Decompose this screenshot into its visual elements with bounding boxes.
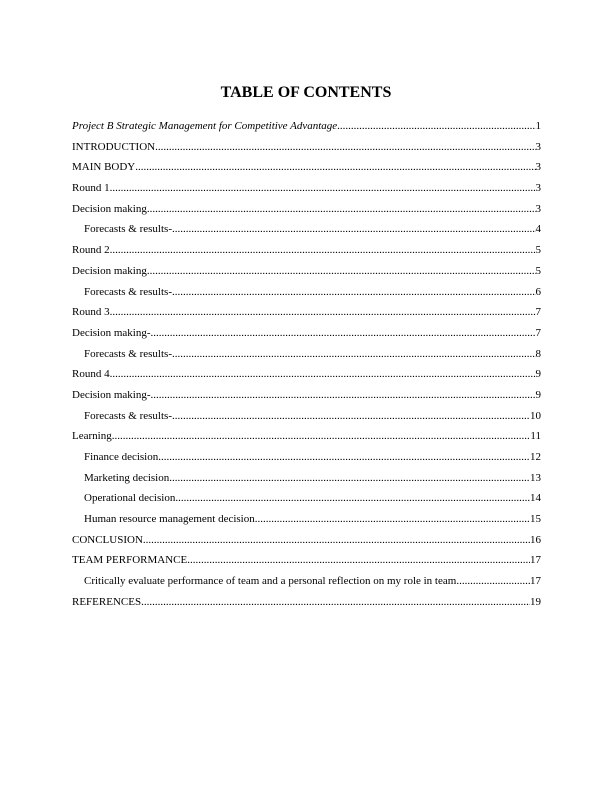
dot-leader — [141, 592, 530, 613]
dot-leader — [155, 137, 535, 158]
toc-entry-page-number: 13 — [530, 471, 541, 484]
toc-entry[interactable] — [72, 592, 541, 613]
toc-entry[interactable] — [72, 282, 541, 303]
toc-entry-page-number: 14 — [530, 492, 541, 505]
toc-entry[interactable] — [72, 447, 541, 468]
toc-entry[interactable] — [72, 240, 541, 261]
toc-entry-page-number: 15 — [530, 513, 541, 526]
toc-entry-label: Project B Strategic Management for Competitive Advantage — [72, 120, 338, 132]
toc-entry-page-number: 17 — [530, 575, 541, 588]
dot-leader — [172, 219, 536, 240]
toc-entry[interactable] — [72, 426, 541, 447]
dot-leader — [110, 302, 536, 323]
dot-leader — [151, 323, 536, 344]
toc-entry[interactable] — [72, 323, 541, 344]
dot-leader — [147, 199, 536, 220]
dot-leader — [169, 468, 530, 489]
dot-leader — [175, 488, 530, 509]
toc-entry-page-number: 10 — [530, 409, 541, 422]
toc-entry-page-number: 5 — [535, 244, 541, 257]
toc-entry[interactable] — [72, 488, 541, 509]
toc-entry-label: TEAM PERFORMANCE — [72, 554, 188, 567]
toc-entry-label: Forecasts & results- — [84, 223, 172, 236]
dot-leader — [172, 344, 536, 365]
toc-entry[interactable] — [72, 509, 541, 530]
toc-entry-label: Forecasts & results- — [84, 409, 172, 422]
toc-entry-page-number: 3 — [535, 202, 541, 215]
toc-entry[interactable] — [72, 344, 541, 365]
toc-entry[interactable] — [72, 385, 541, 406]
toc-entry-label: Round 1 — [72, 182, 110, 195]
dot-leader — [143, 530, 530, 551]
toc-entry-label: Decision making- — [72, 388, 151, 401]
toc-entry-page-number: 4 — [535, 223, 541, 236]
dot-leader — [110, 364, 536, 385]
dot-leader — [255, 509, 530, 530]
toc-entry-page-number: 3 — [535, 161, 541, 174]
toc-entry-label: Decision making — [72, 264, 147, 277]
toc-entry[interactable] — [72, 261, 541, 282]
dot-leader — [110, 240, 536, 261]
dot-leader — [147, 261, 536, 282]
toc-entry-label: Round 4 — [72, 368, 110, 381]
dot-leader — [456, 571, 530, 592]
toc-entry-page-number: 17 — [530, 554, 541, 567]
toc-entry-label: Marketing decision — [84, 471, 170, 484]
toc-entry-label: Learning — [72, 430, 112, 443]
toc-entry-label: Decision making- — [72, 326, 151, 339]
toc-entry-page-number: 7 — [535, 326, 541, 339]
toc-entry-label: REFERENCES — [72, 595, 142, 608]
toc-entry-label: Finance decision — [84, 451, 159, 463]
toc-entry-page-number: 9 — [535, 368, 541, 381]
toc-entry-page-number: 1 — [535, 120, 541, 132]
toc-entry-label: INTRODUCTION — [72, 140, 156, 153]
dot-leader — [172, 406, 530, 427]
toc-entry-page-number: 19 — [530, 595, 541, 608]
toc-entry[interactable] — [72, 364, 541, 385]
toc-entry[interactable] — [72, 550, 541, 571]
table-of-contents — [72, 116, 541, 613]
toc-entry[interactable] — [72, 406, 541, 427]
toc-entry-page-number: 3 — [535, 182, 541, 195]
toc-entry-label: Forecasts & results- — [84, 347, 172, 360]
toc-entry[interactable] — [72, 219, 541, 240]
toc-entry-page-number: 16 — [530, 533, 541, 546]
dot-leader — [337, 116, 535, 137]
dot-leader — [135, 157, 535, 178]
toc-entry-page-number: 8 — [535, 347, 541, 360]
toc-entry-page-number: 5 — [535, 264, 541, 277]
toc-entry[interactable] — [72, 530, 541, 551]
dot-leader — [187, 550, 530, 571]
toc-entry[interactable] — [72, 468, 541, 489]
toc-title: TABLE OF CONTENTS — [220, 84, 392, 101]
toc-entry-page-number: 6 — [535, 285, 541, 298]
toc-entry-label: Decision making — [72, 202, 147, 215]
toc-entry[interactable] — [72, 571, 541, 592]
toc-entry[interactable] — [72, 302, 541, 323]
toc-entry-page-number: 12 — [530, 451, 541, 463]
toc-entry-page-number: 9 — [535, 388, 541, 401]
dot-leader — [172, 282, 536, 303]
toc-entry-label: Operational decision — [84, 492, 176, 505]
toc-entry[interactable] — [72, 157, 541, 178]
toc-entry-label: Critically evaluate performance of team and a personal reflection on my role in team — [84, 575, 457, 588]
toc-entry[interactable] — [72, 199, 541, 220]
toc-entry[interactable] — [72, 116, 541, 137]
toc-entry-label: CONCLUSION — [72, 533, 143, 546]
toc-entry-label: Human resource management decision — [84, 513, 255, 526]
toc-entry[interactable] — [72, 137, 541, 158]
toc-entry-page-number: 3 — [535, 140, 541, 153]
toc-entry-label: Round 2 — [72, 244, 110, 257]
toc-entry-label: Forecasts & results- — [84, 285, 172, 298]
toc-entry-page-number: 7 — [535, 306, 541, 319]
toc-entry-page-number: 11 — [530, 430, 541, 443]
dot-leader — [151, 385, 536, 406]
dot-leader — [112, 426, 531, 447]
toc-entry-label: Round 3 — [72, 306, 110, 319]
toc-entry-label: MAIN BODY — [72, 161, 136, 174]
dot-leader — [158, 447, 530, 468]
toc-entry[interactable] — [72, 178, 541, 199]
dot-leader — [110, 178, 536, 199]
